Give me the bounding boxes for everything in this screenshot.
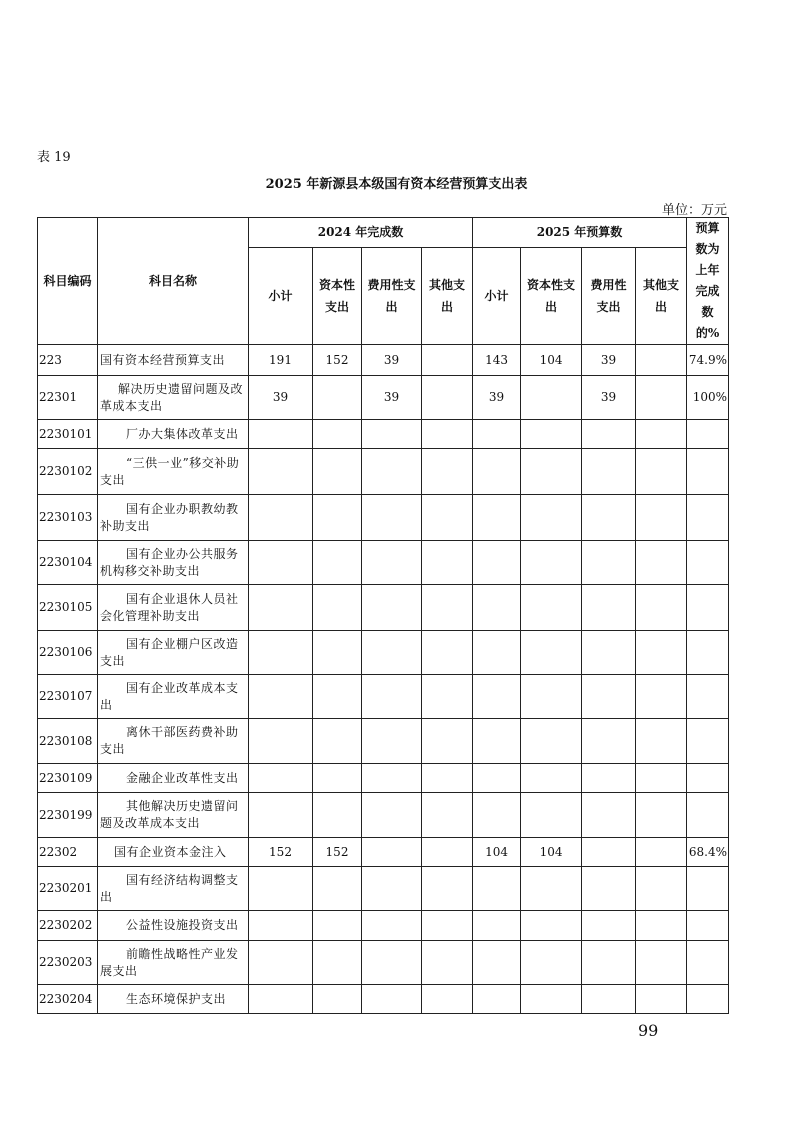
table-row: [38, 376, 729, 420]
cell-code: 22302: [38, 838, 98, 867]
cell-2024-subtotal: [249, 631, 313, 675]
cell-2024-capital: [313, 941, 362, 985]
cell-2024-capital: [313, 764, 362, 793]
cell-code: 2230103: [38, 495, 98, 541]
table-row: [38, 631, 729, 675]
cell-2025-other: [636, 867, 687, 911]
cell-2025-expense: [582, 541, 636, 585]
cell-2025-subtotal: 143: [473, 345, 521, 376]
cell-ratio: [687, 420, 729, 449]
cell-ratio: [687, 867, 729, 911]
cell-2024-expense: [362, 420, 422, 449]
cell-ratio: [687, 631, 729, 675]
cell-2025-expense: [582, 719, 636, 764]
header-2025-capital: [521, 248, 582, 345]
table-row: [38, 985, 729, 1014]
table-row: [38, 345, 729, 376]
cell-name: 国有企业资本金注入: [98, 838, 249, 867]
cell-2025-other: [636, 585, 687, 631]
cell-ratio: [687, 449, 729, 495]
table-row: [38, 541, 729, 585]
table-row: [38, 941, 729, 985]
cell-2024-capital: [313, 495, 362, 541]
cell-2025-other: [636, 345, 687, 376]
cell-2024-other: [422, 911, 473, 941]
header-2025-capital-text: 资本性支出: [527, 278, 576, 314]
table-row: [38, 420, 729, 449]
header-2025-subtotal: 小计: [473, 248, 521, 345]
cell-2025-subtotal: [473, 675, 521, 719]
cell-2024-expense: [362, 764, 422, 793]
cell-2025-expense: [582, 495, 636, 541]
cell-2025-capital: [521, 585, 582, 631]
cell-2025-expense: [582, 985, 636, 1014]
cell-2024-subtotal: 191: [249, 345, 313, 376]
cell-ratio: [687, 585, 729, 631]
cell-2024-subtotal: [249, 675, 313, 719]
header-name: 科目名称: [98, 218, 249, 345]
cell-2025-subtotal: 39: [473, 376, 521, 420]
cell-2025-other: [636, 541, 687, 585]
cell-2025-capital: [521, 719, 582, 764]
cell-2025-expense: [582, 793, 636, 838]
cell-2025-capital: [521, 631, 582, 675]
cell-2024-expense: [362, 838, 422, 867]
cell-2025-subtotal: [473, 585, 521, 631]
cell-2025-expense: [582, 449, 636, 495]
cell-2025-expense: [582, 941, 636, 985]
cell-2025-other: [636, 631, 687, 675]
cell-2025-expense: [582, 675, 636, 719]
header-group-2025: 2025 年预算数: [473, 218, 687, 248]
cell-2024-subtotal: [249, 719, 313, 764]
header-ratio-text: 预算数为上年完成数的%: [695, 221, 720, 340]
cell-2024-expense: [362, 631, 422, 675]
cell-2024-subtotal: [249, 449, 313, 495]
cell-name: 国有企业棚户区改造支出: [98, 631, 249, 675]
unit-label: 单位：万元: [661, 203, 727, 218]
cell-2025-other: [636, 495, 687, 541]
cell-2024-other: [422, 495, 473, 541]
table-row: [38, 867, 729, 911]
cell-name: 国有资本经营预算支出: [98, 345, 249, 376]
cell-code: 2230107: [38, 675, 98, 719]
cell-2025-capital: 104: [521, 838, 582, 867]
cell-2024-subtotal: [249, 764, 313, 793]
cell-name: “三供一业”移交补助支出: [98, 449, 249, 495]
header-2024-expense: [362, 248, 422, 345]
cell-2025-expense: [582, 911, 636, 941]
header-2025-expense: [582, 248, 636, 345]
cell-2024-other: [422, 449, 473, 495]
cell-2024-other: [422, 838, 473, 867]
cell-2024-capital: [313, 449, 362, 495]
cell-2025-capital: [521, 675, 582, 719]
table-body: [38, 345, 729, 1014]
cell-2025-subtotal: [473, 941, 521, 985]
table-row: [38, 719, 729, 764]
cell-2025-capital: [521, 541, 582, 585]
cell-name: 国有企业退休人员社会化管理补助支出: [98, 585, 249, 631]
cell-2024-subtotal: [249, 985, 313, 1014]
cell-2024-expense: [362, 867, 422, 911]
cell-2024-subtotal: [249, 420, 313, 449]
cell-name: 其他解决历史遗留问题及改革成本支出: [98, 793, 249, 838]
cell-2024-expense: [362, 719, 422, 764]
cell-code: 2230199: [38, 793, 98, 838]
cell-2025-other: [636, 764, 687, 793]
cell-2025-other: [636, 793, 687, 838]
cell-2025-subtotal: [473, 793, 521, 838]
cell-name: 前瞻性战略性产业发展支出: [98, 941, 249, 985]
cell-2024-subtotal: [249, 941, 313, 985]
header-ratio: [687, 218, 729, 345]
cell-2024-capital: [313, 985, 362, 1014]
table-row: [38, 793, 729, 838]
cell-2025-subtotal: [473, 911, 521, 941]
cell-2025-expense: [582, 764, 636, 793]
cell-2025-subtotal: [473, 420, 521, 449]
cell-ratio: [687, 793, 729, 838]
cell-2025-expense: 39: [582, 345, 636, 376]
cell-2024-subtotal: 152: [249, 838, 313, 867]
cell-2025-other: [636, 449, 687, 495]
header-2024-other-text: 其他支出: [428, 278, 465, 314]
cell-2024-expense: [362, 911, 422, 941]
cell-code: 2230104: [38, 541, 98, 585]
cell-ratio: 74.9%: [687, 345, 729, 376]
cell-2024-other: [422, 985, 473, 1014]
cell-2024-capital: [313, 420, 362, 449]
cell-2025-capital: [521, 793, 582, 838]
cell-code: 2230108: [38, 719, 98, 764]
cell-2025-expense: [582, 420, 636, 449]
cell-2024-other: [422, 941, 473, 985]
cell-name: 国有企业办职教幼教补助支出: [98, 495, 249, 541]
cell-name: 公益性设施投资支出: [98, 911, 249, 941]
cell-code: 223: [38, 345, 98, 376]
cell-2024-other: [422, 867, 473, 911]
cell-2025-capital: [521, 495, 582, 541]
table-row: [38, 838, 729, 867]
cell-code: 2230201: [38, 867, 98, 911]
cell-2025-capital: [521, 867, 582, 911]
cell-2025-expense: [582, 585, 636, 631]
table-row: [38, 585, 729, 631]
cell-2025-expense: [582, 838, 636, 867]
cell-2024-subtotal: [249, 585, 313, 631]
cell-2025-other: [636, 985, 687, 1014]
table-row: [38, 449, 729, 495]
table-row: [38, 764, 729, 793]
cell-2025-other: [636, 838, 687, 867]
cell-2024-subtotal: 39: [249, 376, 313, 420]
cell-2025-subtotal: [473, 495, 521, 541]
cell-code: 2230203: [38, 941, 98, 985]
cell-name: 离休干部医药费补助支出: [98, 719, 249, 764]
cell-code: 2230105: [38, 585, 98, 631]
cell-2025-other: [636, 911, 687, 941]
cell-code: 2230102: [38, 449, 98, 495]
cell-2024-capital: [313, 631, 362, 675]
cell-2024-expense: 39: [362, 376, 422, 420]
cell-2025-subtotal: [473, 764, 521, 793]
cell-2025-subtotal: [473, 449, 521, 495]
cell-2024-capital: 152: [313, 345, 362, 376]
header-2025-other: [636, 248, 687, 345]
cell-2025-capital: [521, 420, 582, 449]
cell-2024-other: [422, 719, 473, 764]
table-number-label: 表 19: [37, 150, 71, 165]
cell-2025-other: [636, 376, 687, 420]
header-code: 科目编码: [38, 218, 98, 345]
cell-2024-expense: [362, 541, 422, 585]
cell-2024-other: [422, 376, 473, 420]
cell-ratio: [687, 985, 729, 1014]
cell-ratio: [687, 719, 729, 764]
header-2025-expense-text: 费用性支出: [590, 278, 627, 314]
cell-2024-expense: [362, 449, 422, 495]
cell-ratio: 100%: [687, 376, 729, 420]
cell-2024-other: [422, 541, 473, 585]
cell-2024-other: [422, 585, 473, 631]
cell-2024-capital: [313, 867, 362, 911]
cell-2024-capital: [313, 376, 362, 420]
cell-2025-capital: [521, 449, 582, 495]
cell-code: 2230101: [38, 420, 98, 449]
cell-2024-other: [422, 631, 473, 675]
cell-2024-subtotal: [249, 541, 313, 585]
cell-2025-capital: [521, 941, 582, 985]
cell-2024-capital: [313, 719, 362, 764]
cell-ratio: 68.4%: [687, 838, 729, 867]
cell-code: 2230109: [38, 764, 98, 793]
header-2025-other-text: 其他支出: [643, 278, 680, 314]
cell-2025-other: [636, 420, 687, 449]
cell-2024-expense: [362, 985, 422, 1014]
cell-2024-other: [422, 764, 473, 793]
page-number: 99: [638, 1021, 659, 1040]
cell-2024-capital: [313, 585, 362, 631]
cell-name: 国有企业改革成本支出: [98, 675, 249, 719]
cell-ratio: [687, 541, 729, 585]
cell-2025-capital: [521, 985, 582, 1014]
cell-2024-capital: [313, 911, 362, 941]
cell-2024-other: [422, 345, 473, 376]
cell-2024-other: [422, 675, 473, 719]
cell-2025-other: [636, 675, 687, 719]
cell-2024-capital: [313, 675, 362, 719]
cell-2025-other: [636, 941, 687, 985]
document-title: 2025 年新源县本级国有资本经营预算支出表: [265, 177, 528, 192]
header-2024-capital: [313, 248, 362, 345]
cell-2025-subtotal: 104: [473, 838, 521, 867]
table-row: [38, 495, 729, 541]
cell-2024-expense: [362, 941, 422, 985]
header-2024-expense-text: 费用性支出: [367, 278, 416, 314]
cell-code: 22301: [38, 376, 98, 420]
cell-2024-expense: [362, 793, 422, 838]
cell-2024-expense: [362, 495, 422, 541]
table-row: [38, 675, 729, 719]
cell-2024-subtotal: [249, 793, 313, 838]
cell-code: 2230106: [38, 631, 98, 675]
cell-name: 厂办大集体改革支出: [98, 420, 249, 449]
cell-2025-subtotal: [473, 631, 521, 675]
header-row-top: [38, 218, 729, 248]
cell-2024-subtotal: [249, 867, 313, 911]
cell-2024-subtotal: [249, 495, 313, 541]
cell-2025-capital: [521, 376, 582, 420]
cell-2024-expense: 39: [362, 345, 422, 376]
cell-2025-capital: [521, 764, 582, 793]
cell-ratio: [687, 764, 729, 793]
cell-2025-subtotal: [473, 985, 521, 1014]
cell-2025-subtotal: [473, 867, 521, 911]
cell-code: 2230202: [38, 911, 98, 941]
cell-2024-capital: [313, 793, 362, 838]
cell-2025-other: [636, 719, 687, 764]
cell-2025-expense: [582, 867, 636, 911]
cell-name: 国有企业办公共服务机构移交补助支出: [98, 541, 249, 585]
cell-ratio: [687, 675, 729, 719]
cell-ratio: [687, 911, 729, 941]
cell-ratio: [687, 495, 729, 541]
cell-2024-other: [422, 420, 473, 449]
header-2024-capital-text: 资本性支出: [318, 278, 355, 314]
header-group-2024: 2024 年完成数: [249, 218, 473, 248]
cell-name: 金融企业改革性支出: [98, 764, 249, 793]
cell-2024-expense: [362, 585, 422, 631]
cell-name: 国有经济结构调整支出: [98, 867, 249, 911]
cell-2024-expense: [362, 675, 422, 719]
cell-2024-subtotal: [249, 911, 313, 941]
cell-2025-subtotal: [473, 541, 521, 585]
cell-2024-other: [422, 793, 473, 838]
header-2024-subtotal: 小计: [249, 248, 313, 345]
budget-expenditure-table: [37, 217, 729, 1014]
cell-2025-subtotal: [473, 719, 521, 764]
cell-2025-capital: [521, 911, 582, 941]
cell-ratio: [687, 941, 729, 985]
cell-name: 生态环境保护支出: [98, 985, 249, 1014]
cell-2024-capital: [313, 541, 362, 585]
cell-2025-capital: 104: [521, 345, 582, 376]
cell-code: 2230204: [38, 985, 98, 1014]
header-2024-other: [422, 248, 473, 345]
table-row: [38, 911, 729, 941]
cell-name: 解决历史遗留问题及改革成本支出: [98, 376, 249, 420]
cell-2025-expense: [582, 631, 636, 675]
cell-2024-capital: 152: [313, 838, 362, 867]
cell-2025-expense: 39: [582, 376, 636, 420]
